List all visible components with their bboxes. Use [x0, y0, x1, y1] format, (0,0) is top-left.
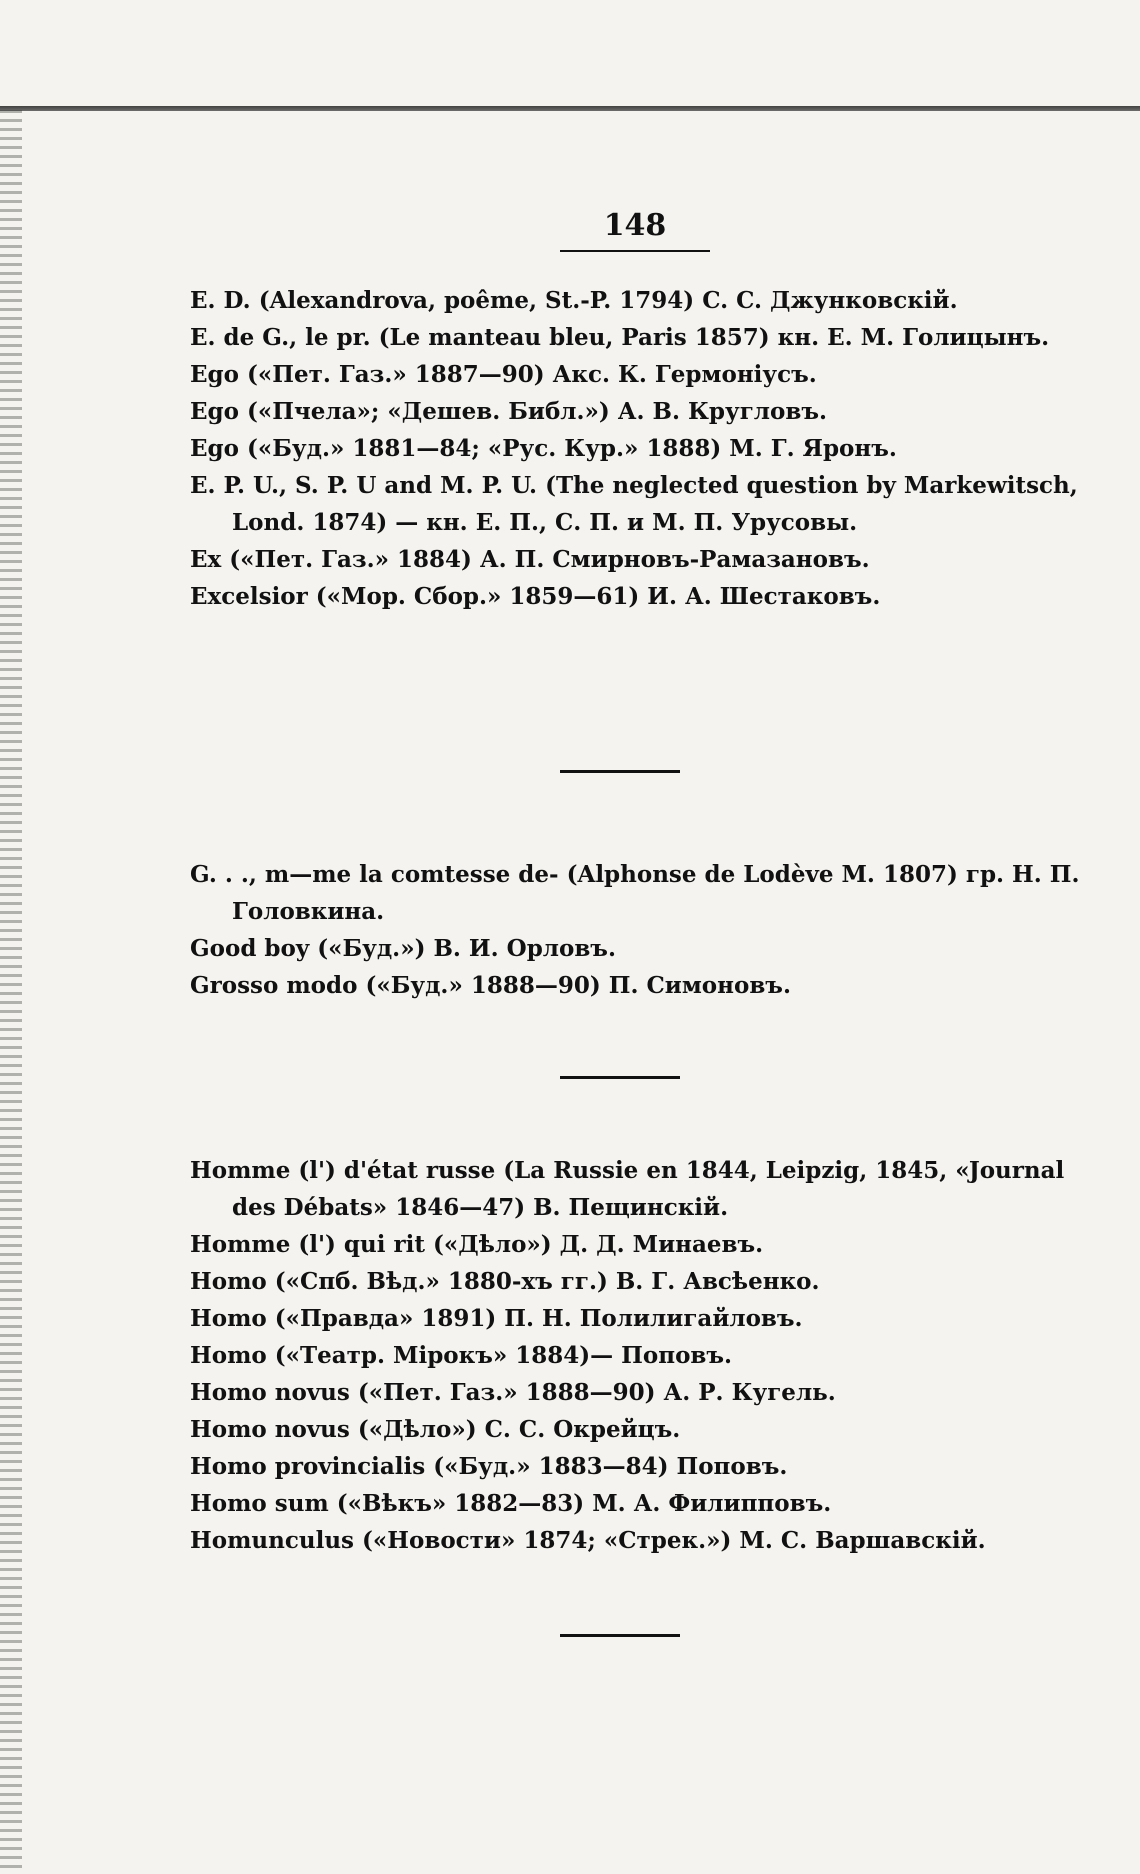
- entry-term: E. P. U., S. P. U and M. P. U.: [190, 472, 538, 499]
- entry: [190, 1522, 1090, 1559]
- entry-details: («Мор. Сбор.» 1859—61) И. А. Шестаковъ.: [315, 583, 881, 610]
- entry: [190, 467, 1090, 541]
- entry: [190, 319, 1090, 356]
- section-g: [190, 856, 1090, 1004]
- section-separator: [560, 1634, 680, 1637]
- entry-term: Homme (l') d'état russe: [190, 1157, 496, 1184]
- entry-term: Homo: [190, 1342, 267, 1369]
- entry-details: («Буд.» 1888—90) П. Симоновъ.: [365, 972, 791, 999]
- entry-details: (Alexandrova, poême, St.-P. 1794) C. C. Джунковскій.: [258, 287, 958, 314]
- entry-term: Ex: [190, 546, 222, 573]
- entry-term: Homo novus: [190, 1416, 350, 1443]
- entry-term: Ego: [190, 435, 239, 462]
- entry-details: (The neglected question by Markewitsch, Lond. 1874) — кн. Е. П., С. П. и М. П. Урусовы.: [232, 472, 1078, 536]
- entry: [190, 1374, 1090, 1411]
- entry: [190, 1226, 1090, 1263]
- entry-details: («Пет. Газ.» 1888—90) А. Р. Кугель.: [357, 1379, 836, 1406]
- entry-term: E. de G., le pr.: [190, 324, 371, 351]
- entry: [190, 967, 1090, 1004]
- entry-details: («Вѣкъ» 1882—83) М. А. Филипповъ.: [336, 1490, 832, 1517]
- entry-term: Homo: [190, 1268, 267, 1295]
- entry-term: Homo: [190, 1305, 267, 1332]
- entry-term: Excelsior: [190, 583, 308, 610]
- entry-details: (Le manteau bleu, Paris 1857) кн. Е. М. Голицынъ.: [378, 324, 1050, 351]
- entry-details: («Пет. Газ.» 1887—90) Акс. К. Гермоніусъ.: [246, 361, 817, 388]
- entry: [190, 430, 1090, 467]
- entry: [190, 578, 1090, 615]
- entry-details: («Дѣло») С. С. Окрейцъ.: [357, 1416, 681, 1443]
- entry-details: (Alphonse de Lodève M. 1807) гр. Н. П. Головкина.: [232, 861, 1080, 925]
- entry-term: Ego: [190, 398, 239, 425]
- scan-top-edge: [0, 106, 1140, 111]
- entry: [190, 1300, 1090, 1337]
- entry-details: («Театр. Мірокъ» 1884)— Поповъ.: [274, 1342, 733, 1369]
- entry: [190, 282, 1090, 319]
- section-separator: [560, 770, 680, 773]
- entry: [190, 356, 1090, 393]
- entry-details: («Буд.» 1881—84; «Рус. Кур.» 1888) М. Г. Яронъ.: [246, 435, 897, 462]
- page-number-rule: [560, 250, 710, 252]
- entry-term: Homo sum: [190, 1490, 329, 1517]
- entry: [190, 1152, 1090, 1226]
- section-e: [190, 282, 1090, 615]
- entry-details: («Пчела»; «Дешев. Библ.») А. В. Кругловъ.: [246, 398, 827, 425]
- entry-term: E. D.: [190, 287, 251, 314]
- entry: [190, 1411, 1090, 1448]
- entry-term: Homunculus: [190, 1527, 354, 1554]
- section-separator: [560, 1076, 680, 1079]
- entry-term: Ego: [190, 361, 239, 388]
- entry-details: (La Russie en 1844, Leipzig, 1845, «Journal des Débats» 1846—47) В. Пещинскій.: [232, 1157, 1065, 1221]
- section-h: [190, 1152, 1090, 1559]
- entry: [190, 541, 1090, 578]
- scan-left-edge: [0, 110, 22, 1874]
- entry-term: Homo novus: [190, 1379, 350, 1406]
- entry: [190, 856, 1090, 930]
- page-number: 148: [603, 208, 667, 243]
- entry-details: («Новости» 1874; «Стрек.») М. С. Варшавскій.: [362, 1527, 986, 1554]
- entry: [190, 393, 1090, 430]
- entry-details: («Правда» 1891) П. Н. Полилигайловъ.: [274, 1305, 803, 1332]
- entry: [190, 930, 1090, 967]
- entry: [190, 1485, 1090, 1522]
- entry-details: («Буд.») В. И. Орловъ.: [317, 935, 616, 962]
- entry: [190, 1263, 1090, 1300]
- entry-term: Grosso modo: [190, 972, 358, 999]
- entry-term: Homme (l') qui rit: [190, 1231, 425, 1258]
- entry-details: («Буд.» 1883—84) Поповъ.: [433, 1453, 788, 1480]
- entry-details: («Дѣло») Д. Д. Минаевъ.: [432, 1231, 764, 1258]
- entry-term: G. . ., m—me la comtesse de-: [190, 861, 559, 888]
- entry-details: («Пет. Газ.» 1884) А. П. Смирновъ-Рамазановъ.: [229, 546, 870, 573]
- entry-details: («Спб. Вѣд.» 1880-хъ гг.) В. Г. Авсѣенко.: [274, 1268, 820, 1295]
- entry: [190, 1337, 1090, 1374]
- entry-term: Homo provincialis: [190, 1453, 426, 1480]
- entry: [190, 1448, 1090, 1485]
- entry-term: Good boy: [190, 935, 310, 962]
